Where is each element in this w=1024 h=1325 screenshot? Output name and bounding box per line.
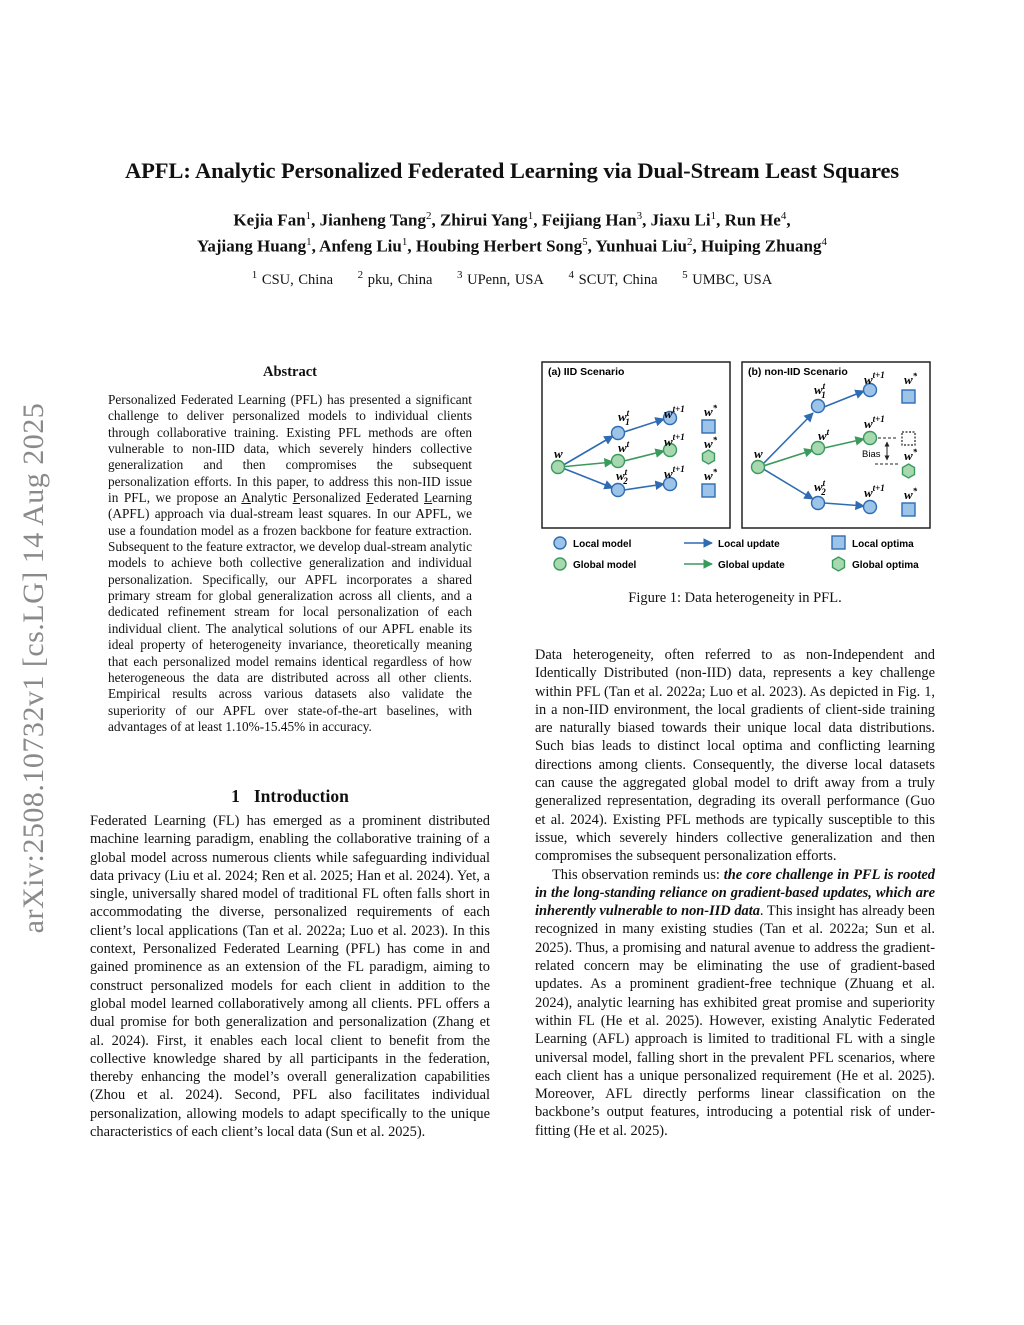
paper-title: APFL: Analytic Personalized Federated Learning via Dual-Stream Least Squares xyxy=(124,158,899,183)
legend-local-model-icon xyxy=(554,537,566,549)
right-column-text xyxy=(535,646,935,1140)
global-optima-a xyxy=(703,450,715,464)
node-b-w2t1 xyxy=(864,501,877,514)
legend-local-model: Local model xyxy=(573,539,632,550)
svg-text:w: w xyxy=(554,446,563,461)
node-b-global-w xyxy=(752,461,765,474)
panel-b-label: (b) non-IID Scenario xyxy=(748,366,848,378)
svg-text:wt: $w^t$ xyxy=(618,439,630,455)
legend-local-optima-icon xyxy=(832,536,845,549)
introduction-paragraph: Federated Learning (FL) has emerged as a prominent distributed machine learning paradigm, enabling the collaborative training of a global model across numerous clients while safeguarding individual data privacy (Liu et al. 2024; Ren et al. 2025; Han et al. 2024). Yet, a single, universally shared model of traditional FL often falls short in accommodating the diverse, personalized requirements of each client’s local applications (Tan et al. 2022a; Luo et al. 2023). In this context, Personalized Federated Learning (PFL) has come in and gained prominence as an extension of the FL paradigm, aiming to construct personalized models for each client in addition to the global model learned collaboratively among all clients. PFL offers a dual promise for both generalization and personalization (Zhang et al. 2024). First, it enables each local client to benefit from the collective knowledge shared by all participants in the federation, thereby enhancing the model’s overall generalization capabilities (Zhou et al. 2024). Second, PFL also facilitates individual personalization, allowing models to adapt specifically to the unique characteristics of each client’s local data (Sun et al. 2025). xyxy=(90,813,490,1141)
node-b-wt xyxy=(812,442,825,455)
node-a-w1t xyxy=(612,427,625,440)
local-optima-a-2 xyxy=(702,484,715,497)
abstract-heading: Abstract xyxy=(263,364,317,380)
author-line-2: Yajiang Huang$^1$, Anfeng Liu$^1$, Houbing Herbert Song$^5$, Yunhuai Liu$^2$, Huiping Zhuang$^4$ xyxy=(196,236,827,256)
local-optima-a-1 xyxy=(702,420,715,433)
svg-text:wt+1: $w^{t+1}$ xyxy=(864,414,885,431)
figure-1-diagram xyxy=(540,360,932,580)
svg-text:w: w xyxy=(754,446,763,461)
panel-a-frame xyxy=(542,362,730,528)
right-paragraph-2: This observation reminds us: the core challenge in PFL is rooted in the long-standing reliance on gradient-based updates, which are inherently vulnerable to non-IID data. This insight has already been recognized in many existing studies (Tan et al. 2022a; Sun et al. 2025). Thus, a promising and natural avenue to address the gradient-related concern may be eliminating the use of gradient-based updates. As a prominent gradient-free technique (Zhuang et al. 2024), analytic learning has exhibited great promise and superiority within FL (He et al. 2025). However, existing Analytic Federated Learning (AFL) approach is limited to traditional FL with a single universal model, falling short in the prevalent PFL scenarios, where each client has a unique personalized requirement (He et al. 2025). Moreover, AFL directly performs linear classification on the backbone’s output features, introducing a potential risk of under-fitting (He et al. 2025). xyxy=(535,866,935,1139)
bias-label: Bias xyxy=(862,449,881,460)
svg-text:wt+1: $w^{t+1}$ xyxy=(664,404,685,421)
local-optima-b-1 xyxy=(902,390,915,403)
svg-text:w*: w* xyxy=(904,486,918,502)
arxiv-side-stamp: arXiv:2508.10732v1 [cs.LG] 14 Aug 2025 xyxy=(17,402,50,934)
local-optima-b-2 xyxy=(902,503,915,516)
svg-text:wt+1: $w^{t+1}$ xyxy=(864,370,885,387)
svg-text:wt+1: $w^{t+1}$ xyxy=(864,483,885,500)
global-optima-b xyxy=(903,464,915,478)
node-b-w1t xyxy=(812,400,825,413)
legend-local-optima: Local optima xyxy=(852,539,914,550)
legend-global-optima-icon xyxy=(833,557,845,571)
legend-global-model: Global model xyxy=(573,560,637,571)
svg-text:wt2: $w^t$ 2 xyxy=(616,467,628,486)
svg-text:w*: w* xyxy=(704,435,718,451)
svg-text:wt2: $w^t$ 2 xyxy=(814,478,826,497)
abstract-body: Personalized Federated Learning (PFL) has presented a significant challenge to deliver personalized models to individual clients through collaborative training. Existing PFL methods are often vulnerable to non-IID data, which severely hinders collective generalization and then compromises the subsequent personalization efforts. In this paper, to address this non-IID issue in PFL, we propose an Analytic Personalized Federated Learning (APFL) approach via dual-stream least squares. In our APFL, we use a foundation model as a frozen backbone for feature extraction. Subsequent to the feature extractor, we develop dual-stream analytic models to achieve both collective generalization and individual personalization. Specifically, our APFL incorporates a shared primary stream for global generalization across all clients, and a dedicated refinement stream for local personalization of each individual client. The analytical solutions of our APFL enable its ideal property of heterogeneity invariance, theoretically meaning that each personalized model remains identical regardless of how heterogeneous the data are distributed across all other clients. Empirical results across various datasets also validate the superiority of our APFL over state-of-the-art baselines, with advantages of at least 1.10%-15.45% in accuracy. xyxy=(108,392,473,734)
affiliations: $^1$ CSU, China $^2$ pku, China $^3$ UPenn, USA $^4$ SCUT, China $^5$ UMBC, USA xyxy=(251,269,773,288)
svg-text:wt: $w^t$ xyxy=(818,427,830,443)
panel-a-label: (a) IID Scenario xyxy=(548,366,625,378)
svg-text:w*: w* xyxy=(904,371,918,387)
node-b-w2t xyxy=(812,497,825,510)
svg-text:w*: w* xyxy=(704,467,718,483)
legend-global-model-icon xyxy=(554,558,566,570)
svg-text:wt1: $w^t$ 1 xyxy=(814,381,826,400)
legend-local-update: Local update xyxy=(718,539,780,550)
svg-text:w*: w* xyxy=(704,403,718,419)
legend-global-update: Global update xyxy=(718,560,785,571)
svg-text:w*: w* xyxy=(904,447,918,463)
svg-text:wt+1: $w^{t+1}$ xyxy=(664,464,685,481)
node-a-global-w xyxy=(552,461,565,474)
legend-global-optima: Global optima xyxy=(852,560,919,571)
section-heading-introduction: 1 Introduction xyxy=(231,786,349,806)
svg-text:wt1: $w^t$ 1 xyxy=(618,408,630,427)
author-line-1: Kejia Fan$^1$, Jianheng Tang$^2$, Zhirui Yang$^1$, Feijiang Han$^3$, Jiaxu Li$^1$, Run He$^4$, xyxy=(233,210,791,230)
node-b-wt1 xyxy=(864,432,877,445)
figure-legend xyxy=(554,536,919,571)
ideal-optimum-b xyxy=(902,432,915,445)
node-a-wt xyxy=(612,455,625,468)
right-paragraph-1: Data heterogeneity, often referred to as non-Independent and Identically Distributed (non-IID) data, represents a key challenge within PFL (Tan et al. 2022a; Luo et al. 2023). As depicted in Fig. 1, in a non-IID environment, the local gradients of client-side training are naturally biased towards their unique local data distributions. Such bias leads to distinct local optima and conflicting learning directions among clients. Consequently, the diverse local datasets can cause the aggregated global model to drift away from a truly generalized representation, degrading its overall performance (Guo et al. 2024). Existing PFL methods are typically susceptible to this issue, which severely hinders collective generalization and then compromises the subsequent personalization efforts. xyxy=(535,647,935,865)
figure-1-caption: Figure 1: Data heterogeneity in PFL. xyxy=(628,590,842,606)
svg-text:wt+1: $w^{t+1}$ xyxy=(664,432,685,449)
